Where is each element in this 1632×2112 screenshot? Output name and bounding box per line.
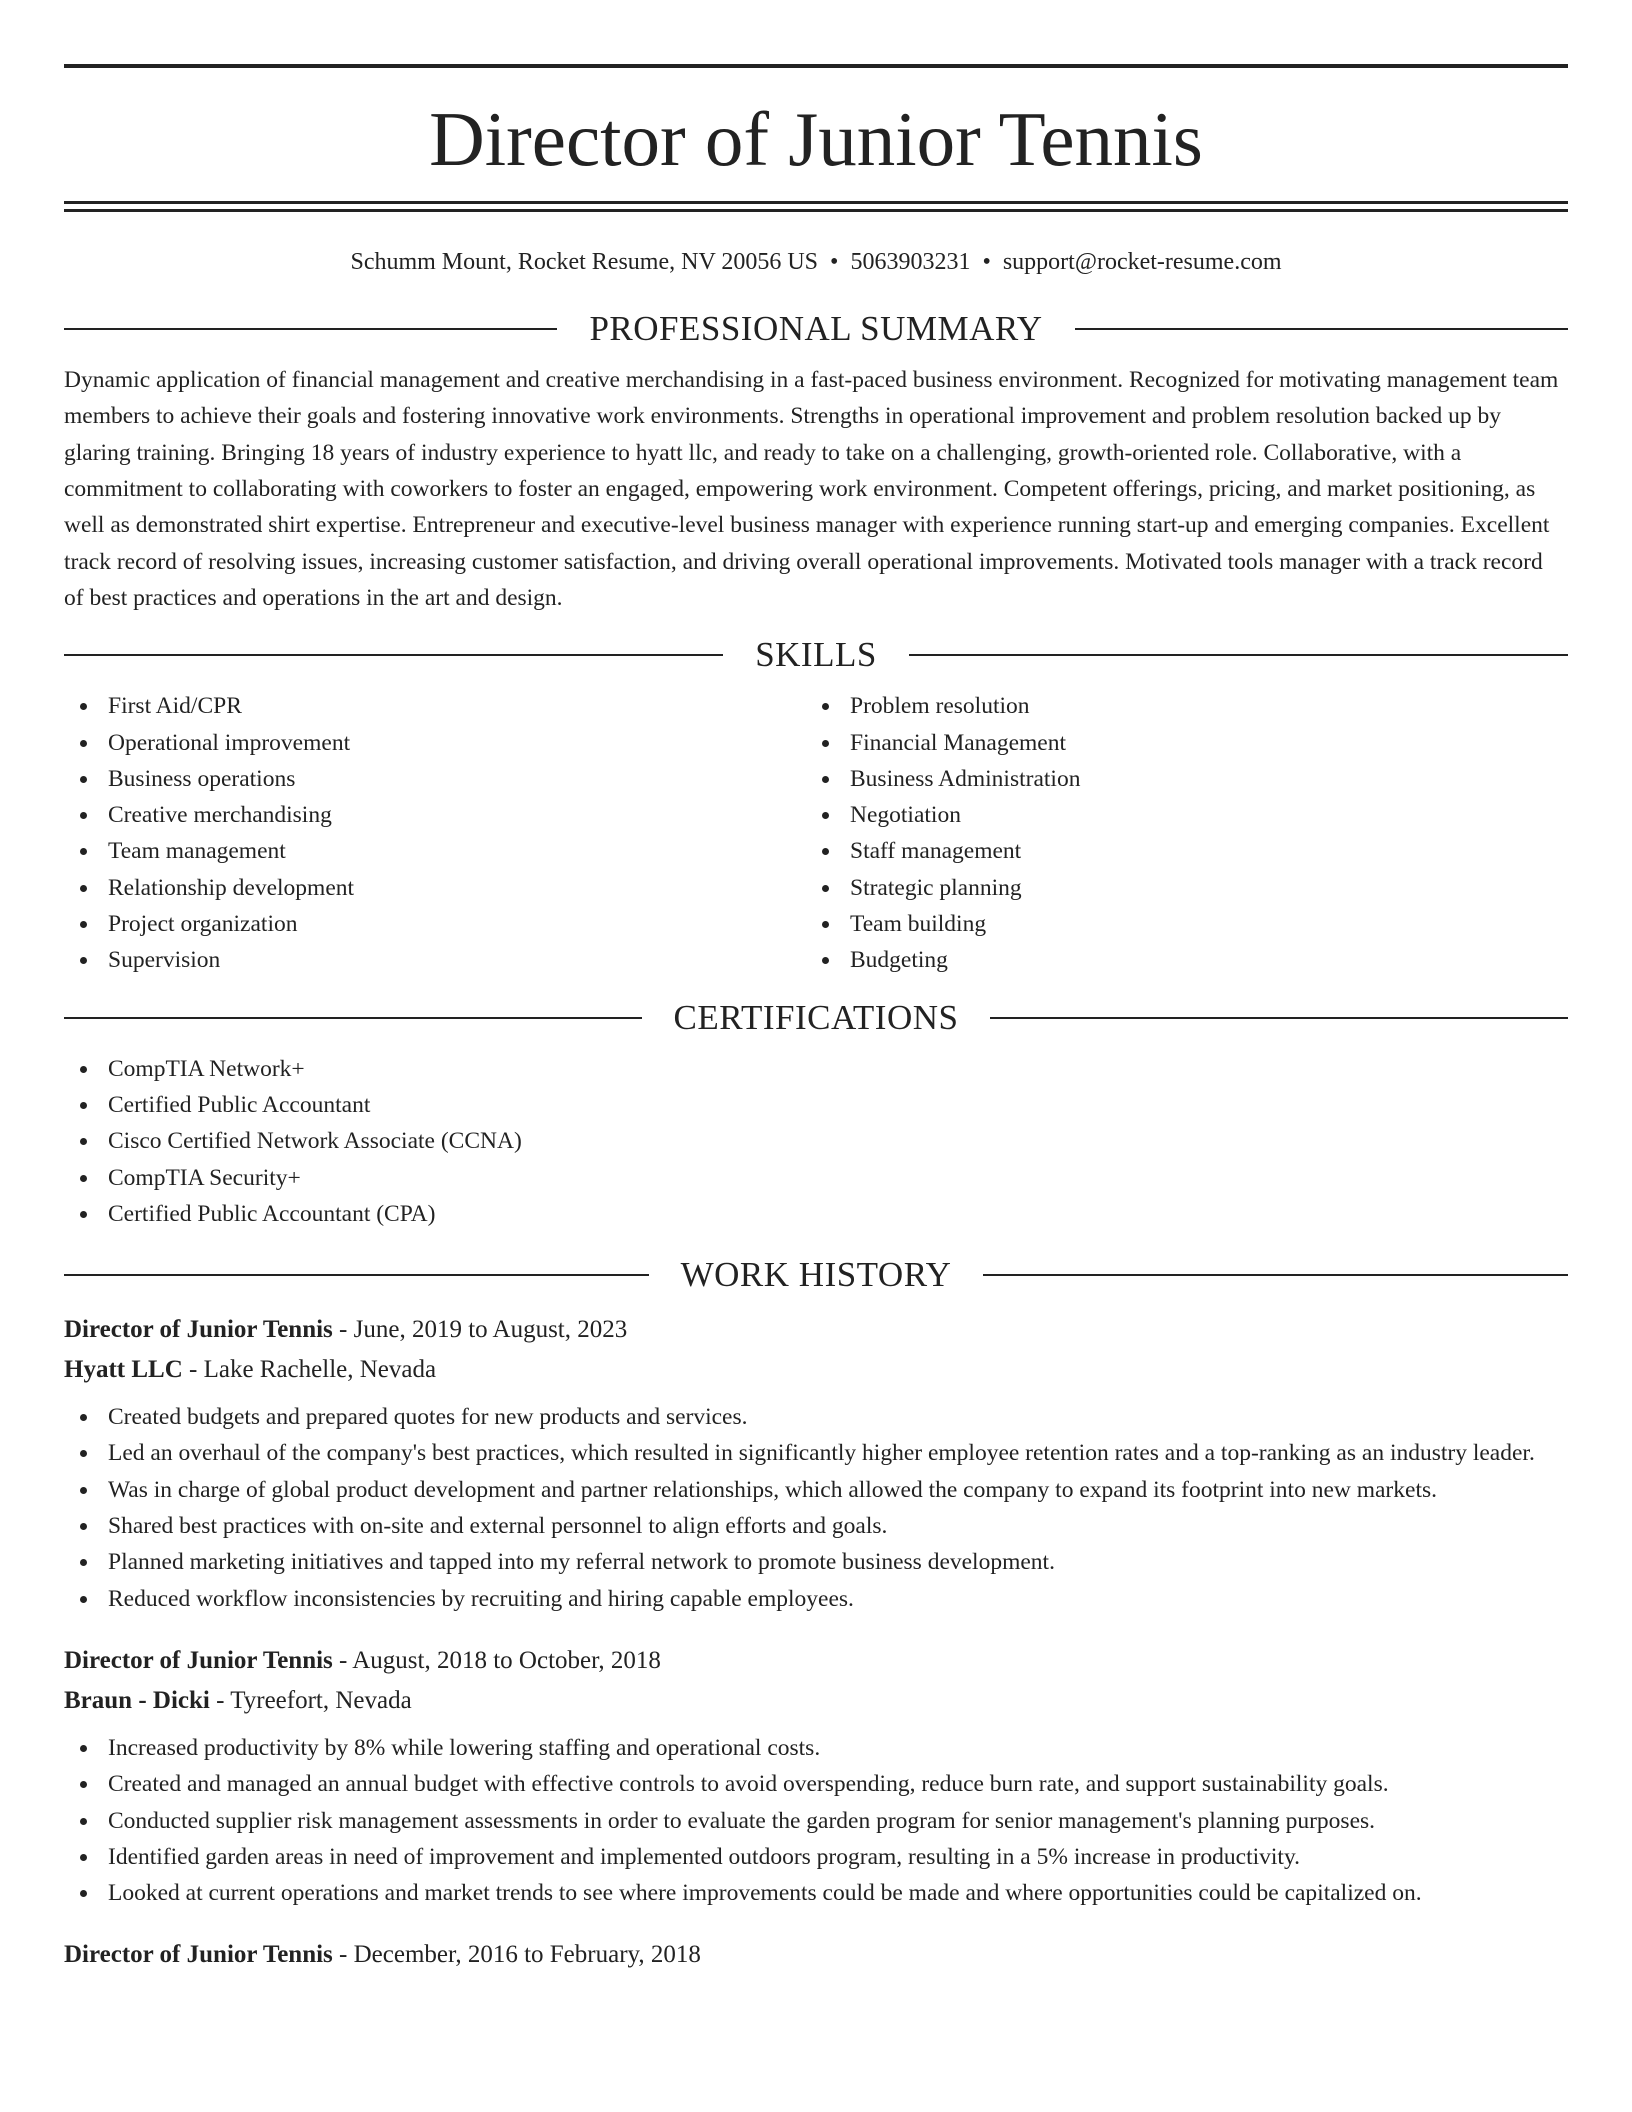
certification-item: Certified Public Accountant (CPA)	[64, 1196, 1568, 1232]
contact-separator: •	[982, 249, 991, 275]
section-heading-text: WORK HISTORY	[680, 1255, 952, 1295]
skill-item: Creative merchandising	[64, 797, 806, 833]
job-company: Braun - Dicki	[64, 1686, 210, 1714]
section-heading-text: SKILLS	[755, 635, 877, 675]
skill-item: Team management	[64, 833, 806, 869]
heading-rule	[64, 1274, 649, 1276]
job-bullet: Reduced workflow inconsistencies by recruiting and hiring capable employees.	[64, 1581, 1568, 1617]
certification-item: Certified Public Accountant	[64, 1087, 1568, 1123]
skill-item: Project organization	[64, 906, 806, 942]
section-heading-skills	[64, 634, 1568, 676]
skill-item: Supervision	[64, 942, 806, 978]
job-entry	[64, 1641, 1568, 1911]
skill-item: Business operations	[64, 761, 806, 797]
skills-column-right	[806, 688, 1548, 978]
skill-item: Financial Management	[806, 725, 1548, 761]
skill-item: Problem resolution	[806, 688, 1548, 724]
contact-email[interactable]: support@rocket-resume.com	[1002, 249, 1282, 275]
heading-rule	[909, 654, 1568, 656]
section-heading-text: CERTIFICATIONS	[673, 997, 959, 1037]
heading-rule	[64, 1017, 642, 1019]
heading-rule	[1075, 328, 1568, 330]
job-title: Director of Junior Tennis	[64, 1316, 333, 1344]
section-heading-text: PROFESSIONAL SUMMARY	[589, 309, 1043, 349]
header-double-rule	[64, 201, 1568, 212]
job-title-line	[64, 1310, 1568, 1350]
job-location: - Tyreefort, Nevada	[209, 1686, 412, 1714]
heading-rule	[64, 328, 557, 330]
job-title: Director of Junior Tennis	[64, 1941, 333, 1969]
job-company-line	[64, 1350, 1568, 1390]
contact-separator: •	[830, 249, 839, 275]
skill-item: Team building	[806, 906, 1548, 942]
job-bullet: Was in charge of global product development and partner relationships, which allowed the company to expand its footprint into new markets.	[64, 1472, 1568, 1508]
certifications-list	[64, 1051, 1568, 1232]
resume-page	[64, 64, 1568, 1975]
skill-item: Strategic planning	[806, 870, 1548, 906]
certification-item: CompTIA Network+	[64, 1051, 1568, 1087]
job-title-line	[64, 1935, 1568, 1975]
job-dates: - December, 2016 to February, 2018	[332, 1941, 701, 1969]
job-title-line	[64, 1641, 1568, 1681]
job-bullet: Planned marketing initiatives and tapped into my referral network to promote business development.	[64, 1544, 1568, 1580]
job-dates: - August, 2018 to October, 2018	[332, 1646, 661, 1674]
job-company: Hyatt LLC	[64, 1356, 183, 1384]
certification-item: CompTIA Security+	[64, 1160, 1568, 1196]
skill-item: First Aid/CPR	[64, 688, 806, 724]
skill-item: Staff management	[806, 833, 1548, 869]
resume-title: Director of Junior Tennis	[429, 96, 1203, 182]
job-title: Director of Junior Tennis	[64, 1646, 333, 1674]
job-bullet: Looked at current operations and market trends to see where improvements could be made and where opportunities could be capitalized on.	[64, 1875, 1568, 1911]
job-location: - Lake Rachelle, Nevada	[182, 1356, 437, 1384]
job-bullet: Identified garden areas in need of improvement and implemented outdoors program, resulting in a 5% increase in productivity.	[64, 1839, 1568, 1875]
job-bullet: Created and managed an annual budget with effective controls to avoid overspending, reduce burn rate, and support sustainability goals.	[64, 1766, 1568, 1802]
contact-line	[64, 247, 1568, 278]
contact-address: Schumm Mount, Rocket Resume, NV 20056 US	[350, 249, 819, 275]
job-bullet: Led an overhaul of the company's best practices, which resulted in significantly higher employee retention rates and a top-ranking as an industry leader.	[64, 1435, 1568, 1471]
job-entry	[64, 1310, 1568, 1617]
heading-rule	[983, 1274, 1568, 1276]
job-bullets	[64, 1730, 1568, 1911]
skills-grid	[64, 688, 1568, 978]
heading-rule	[64, 654, 723, 656]
header-top-rule	[64, 64, 1568, 68]
job-dates: - June, 2019 to August, 2023	[332, 1316, 628, 1344]
section-heading-summary	[64, 308, 1568, 350]
summary-paragraph: Dynamic application of financial management and creative merchandising in a fast-paced business environment. Recognized for motivating management team members to achieve their goals and fostering innovative work environments. Strengths in operational improvement and problem resolution backed up by glaring training. Bringing 18 years of industry experience to hyatt llc, and ready to take on a challenging, growth-oriented role. Collaborative, with a commitment to collaborating with coworkers to foster an engaged, empowering work environment. Competent offerings, pricing, and market positioning, as well as demonstrated shirt expertise. Entrepreneur and executive-level business manager with experience running start-up and emerging companies. Excellent track record of resolving issues, increasing customer satisfaction, and driving overall operational improvements. Motivated tools manager with a track record of best practices and operations in the art and design.	[64, 367, 1559, 611]
skills-column-left	[64, 688, 806, 978]
skill-item: Business Administration	[806, 761, 1548, 797]
contact-phone[interactable]: 5063903231	[850, 249, 971, 275]
job-bullet: Increased productivity by 8% while lowering staffing and operational costs.	[64, 1730, 1568, 1766]
skill-item: Relationship development	[64, 870, 806, 906]
section-heading-work-history	[64, 1254, 1568, 1296]
skill-item: Operational improvement	[64, 725, 806, 761]
job-company-line	[64, 1681, 1568, 1721]
heading-rule	[990, 1017, 1568, 1019]
job-bullets	[64, 1399, 1568, 1617]
skill-item: Budgeting	[806, 942, 1548, 978]
job-bullet: Shared best practices with on-site and external personnel to align efforts and goals.	[64, 1508, 1568, 1544]
job-entry	[64, 1935, 1568, 1975]
certification-item: Cisco Certified Network Associate (CCNA)	[64, 1123, 1568, 1159]
job-bullet: Conducted supplier risk management assessments in order to evaluate the garden program for senior management's planning purposes.	[64, 1803, 1568, 1839]
section-heading-certifications	[64, 997, 1568, 1039]
job-bullet: Created budgets and prepared quotes for new products and services.	[64, 1399, 1568, 1435]
skill-item: Negotiation	[806, 797, 1548, 833]
